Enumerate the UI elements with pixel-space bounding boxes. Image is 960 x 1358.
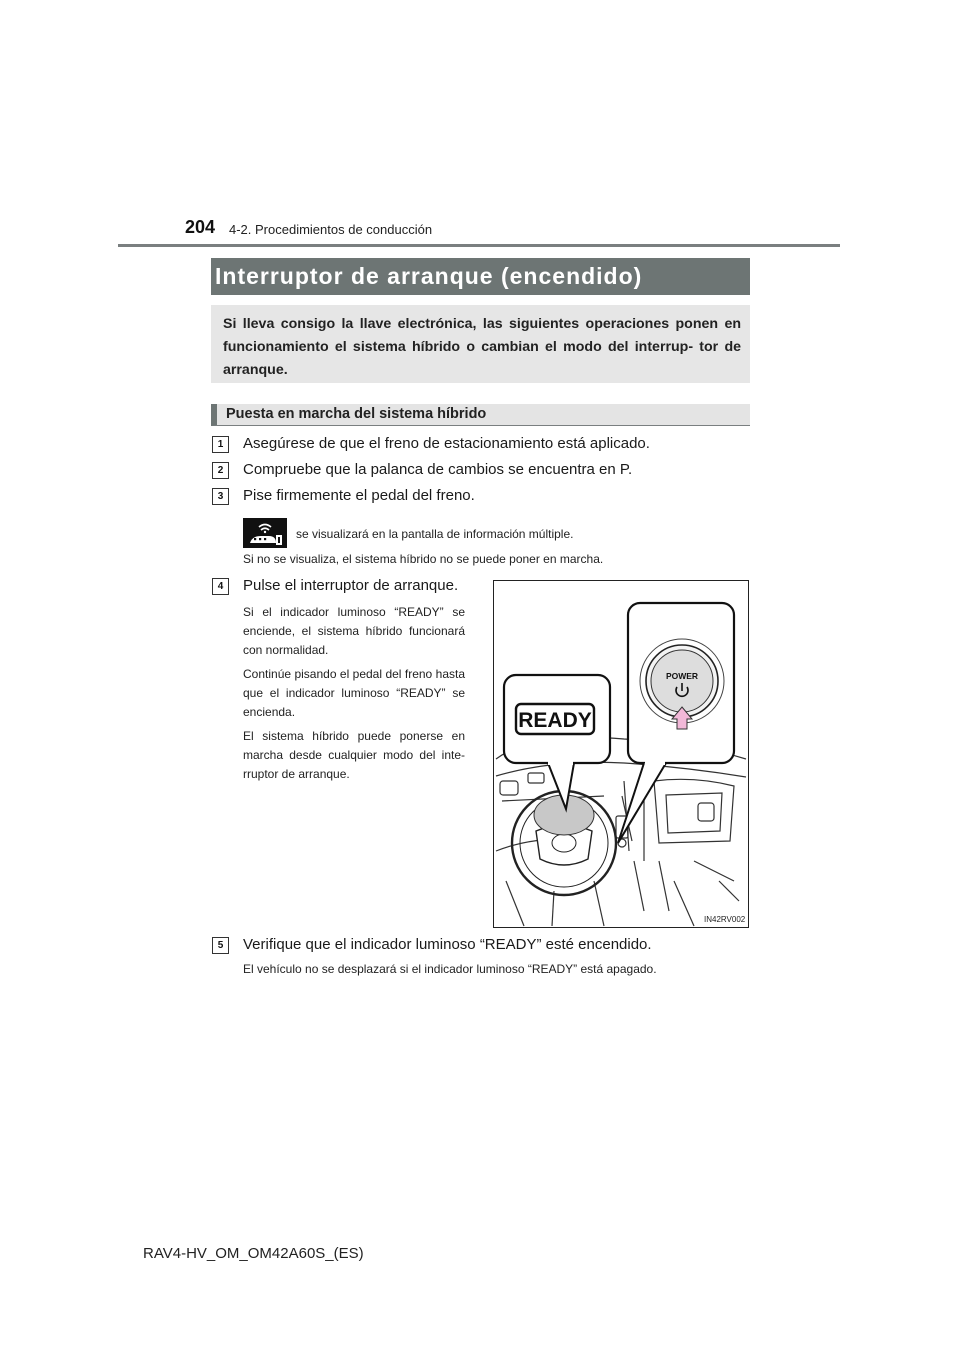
- step-text: Pulse el interruptor de arranque.: [243, 577, 459, 594]
- chapter-title: 4-2. Procedimientos de conducción: [229, 222, 433, 237]
- smart-key-indicator-icon: [243, 518, 287, 548]
- step-text: Verifique que el indicador luminoso “READY” esté encendido.: [243, 936, 652, 953]
- page-number: 204: [185, 217, 216, 237]
- step-number: 5: [212, 937, 229, 954]
- step-number: 1: [212, 436, 229, 453]
- header-divider: [118, 244, 840, 247]
- power-switch-figure: [493, 580, 749, 928]
- power-button-label: POWER: [665, 671, 699, 681]
- step5-note: El vehículo no se desplazará si el indicador luminoso “READY” está apagado.: [243, 962, 657, 976]
- step-text: Asegúrese de que el freno de estacionamiento está aplicado.: [243, 435, 650, 452]
- step4-paragraph: El sistema híbrido puede ponerse en marcha desde cualquier modo del inte- rruptor de arranque.: [243, 729, 465, 781]
- step-number: 4: [212, 578, 229, 595]
- section-title: Interruptor de arranque (encendido): [215, 263, 643, 289]
- icon-caption: se visualizará en la pantalla de información múltiple.: [296, 527, 574, 541]
- step-text: Compruebe que la palanca de cambios se encuentra en P.: [243, 461, 633, 478]
- step3-note: Si no se visualiza, el sistema híbrido no se puede poner en marcha.: [243, 552, 604, 566]
- step4-paragraph: Continúe pisando el pedal del freno hasta que el indicador luminoso “READY” se encienda.: [243, 667, 465, 719]
- dashboard-illustration: [494, 581, 748, 927]
- step4-paragraph: Si el indicador luminoso “READY” se enciende, el sistema híbrido funcionará con normalidad.: [243, 605, 465, 657]
- step-number: 3: [212, 488, 229, 505]
- figure-code: IN42RV002: [704, 915, 746, 924]
- intro-text: Si lleva consigo la llave electrónica, las siguientes operaciones ponen en funcionamiento el sistema híbrido o cambian el modo del interrup- tor de arranque.: [223, 316, 741, 378]
- step-number: 2: [212, 462, 229, 479]
- ready-indicator-label: READY: [518, 709, 592, 732]
- subsection-title: Puesta en marcha del sistema híbrido: [226, 406, 487, 422]
- document-id: RAV4-HV_OM_OM42A60S_(ES): [143, 1245, 364, 1262]
- step-text: Pise firmemente el pedal del freno.: [243, 487, 475, 504]
